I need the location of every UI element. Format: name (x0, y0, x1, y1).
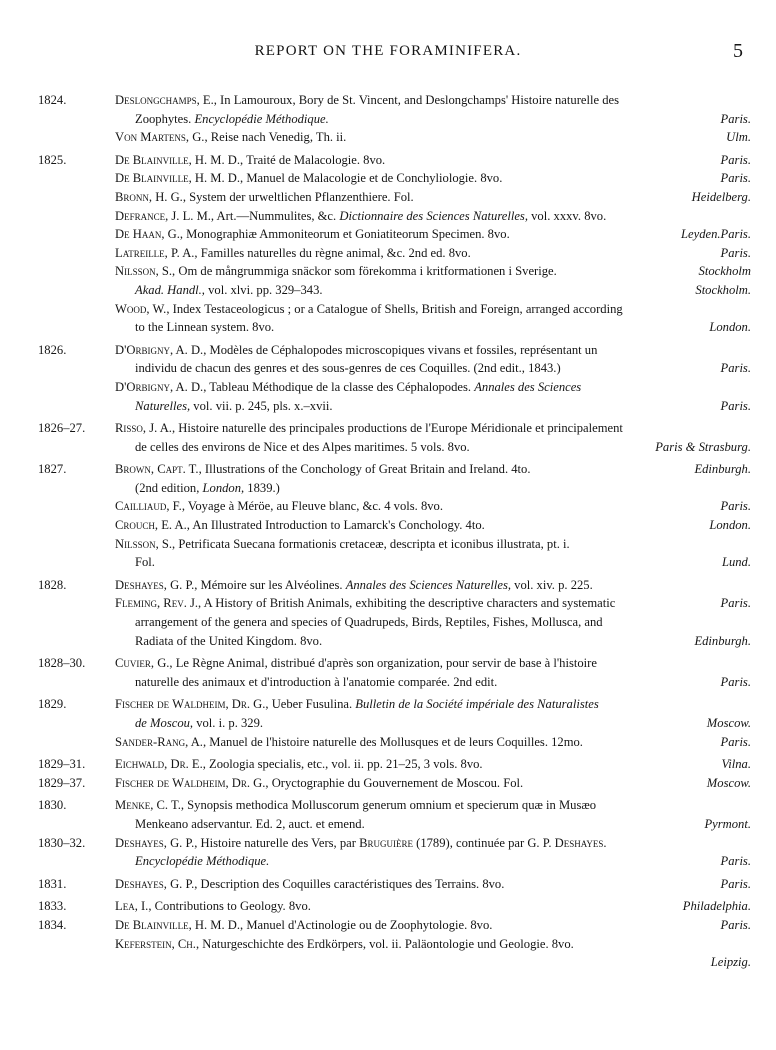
bibliography-entry (0, 834, 776, 871)
entry-line (115, 169, 751, 188)
entry-place: Heidelberg. (691, 189, 751, 204)
bibliography-entry (0, 378, 776, 415)
entry-author: Brown, Capt. T., (115, 462, 202, 477)
entry-line (115, 378, 751, 397)
page-header (0, 40, 776, 64)
entry-line (115, 632, 751, 651)
entry-year: 1826. (38, 342, 67, 357)
entry-place: Paris. (720, 674, 751, 689)
entry-title: vol. i. p. 329. (193, 716, 264, 730)
entry-place: Leipzig. (710, 955, 751, 970)
entry-journal: Annales des Sciences Naturelles, (345, 577, 511, 592)
entry-line (115, 419, 751, 438)
entry-line (115, 916, 751, 935)
entry-place: London. (709, 518, 751, 533)
entry-title: Description des Coquilles caractéristiques des Terrains. 8vo. (197, 876, 505, 891)
entry-title: Manuel d'Actinologie ou de Zoophytologie. 8vo. (243, 917, 493, 932)
entry-title: (1789), continuée par G. P. (412, 835, 555, 850)
entry-year: 1831. (38, 876, 67, 891)
entry-line (115, 516, 751, 535)
entry-author: De Blainville, H. M. D., (115, 171, 244, 186)
entry-author: Fleming, Rev. J., (115, 596, 202, 611)
entry-line (115, 91, 751, 110)
entry-title: Fol. (135, 555, 155, 570)
entry-title: Modèles de Céphalopodes microscopiques vivans et fossiles, représentant un (206, 342, 598, 357)
entry-author: D'Orbigny, A. D., (115, 342, 207, 357)
entry-line (115, 733, 751, 752)
entry-line (115, 613, 751, 632)
entry-text (115, 419, 751, 456)
entry-year: 1828–30. (38, 656, 86, 671)
entry-title: Voyage à Méröe, au Fleuve blanc, &c. 4 vols. 8vo. (184, 499, 443, 514)
entry-title: Zoophytes. (135, 111, 192, 126)
entry-text (115, 774, 751, 793)
entry-place: Stockholm (698, 264, 751, 279)
entry-line (115, 151, 751, 170)
entry-text (115, 188, 751, 207)
entry-text (115, 460, 751, 497)
entry-line (115, 935, 751, 954)
entry-line (115, 852, 751, 871)
entry-text (115, 834, 751, 871)
entry-place: Paris. (720, 734, 751, 749)
entry-author: Latreille, P. A., (115, 245, 198, 260)
entry-title: Illustrations of the Conchology of Great Britain and Ireland. 4to. (201, 462, 531, 477)
bibliography-entry (0, 225, 776, 244)
bibliography-entry (0, 755, 776, 774)
entry-line (115, 815, 751, 834)
entry-text (115, 378, 751, 415)
entry-place: Paris. (720, 876, 751, 891)
entry-place: Edinburgh. (694, 462, 751, 477)
entry-title: In Lamouroux, Bory de St. Vincent, and Deslongchamps' Histoire naturelle des (216, 93, 620, 107)
entry-author: Wood, W., (115, 301, 170, 316)
entry-text (115, 341, 751, 378)
entry-place: Paris. (720, 499, 751, 514)
entry-text (115, 755, 751, 774)
entry-place: Vilna. (721, 757, 751, 772)
entry-title: vol. xlvi. pp. 329–343. (204, 282, 323, 297)
entry-text (115, 497, 751, 516)
bibliography-entry (0, 169, 776, 188)
entry-place: Paris. (720, 596, 751, 611)
entry-year: 1826–27. (38, 421, 86, 436)
entry-line (115, 397, 751, 416)
entry-text (115, 916, 751, 935)
entry-title: Tableau Méthodique de la classe des Céphalopodes. (206, 379, 472, 394)
entry-author: Deshayes. (554, 835, 607, 850)
entry-place: Ulm. (726, 130, 751, 145)
entry-place: Paris. (720, 227, 751, 242)
entry-place: London. (709, 320, 751, 335)
entry-place: Stockholm. (695, 282, 751, 297)
entry-author: De Blainville, H. M. D., (115, 152, 244, 167)
entry-line (115, 128, 751, 147)
entry-author: Deshayes, G. P., (115, 876, 198, 891)
entry-year: 1829–31. (38, 757, 86, 772)
entry-year: 1833. (38, 899, 67, 914)
entry-line (115, 535, 751, 554)
entry-title: Mémoire sur les Alvéolines. (197, 577, 343, 592)
entry-line (115, 318, 751, 337)
entry-place: Paris. (720, 854, 751, 869)
entry-title: Contributions to Geology. 8vo. (151, 899, 311, 914)
bibliography-entry (0, 128, 776, 147)
entry-line (115, 244, 751, 263)
entry-title: Radiata of the United Kingdom. 8vo. (135, 633, 323, 648)
entry-text (115, 935, 751, 970)
entry-author: Nilsson, S., (115, 264, 176, 279)
entry-line (115, 262, 751, 281)
entry-line (115, 341, 751, 360)
entry-author: Defrance, J. L. M., (115, 208, 215, 223)
entry-author: Fischer de Waldheim, Dr. G., (115, 775, 269, 790)
bibliography-entry (0, 516, 776, 535)
bibliography-entry (0, 774, 776, 793)
entry-line (115, 188, 751, 207)
bibliography-entry (0, 91, 776, 128)
entry-title: Traité de Malacologie. 8vo. (243, 152, 386, 167)
entry-title: Art.—Nummulites, &c. (214, 208, 337, 223)
entry-title: individu de chacun des genres et des sous-genres de ces Coquilles. (2nd edit., 1843.) (135, 361, 561, 376)
entry-year: 1830. (38, 798, 67, 813)
entry-title: 1839.) (244, 480, 280, 495)
entry-title: Index Testaceologicus ; or a Catalogue of Shells, British and Foreign, arranged according (169, 301, 623, 316)
entry-place: Paris. (720, 361, 751, 376)
entry-text (115, 169, 751, 188)
entry-journal: Dictionnaire des Sciences Naturelles, (339, 208, 528, 223)
entry-journal: Akad. Handl., (135, 282, 205, 297)
entry-journal: Annales des Sciences (474, 379, 582, 394)
entry-text (115, 262, 751, 299)
entry-author: Keferstein, Ch., (115, 936, 200, 951)
bibliography-entry (0, 935, 776, 970)
entry-year: 1834. (38, 917, 67, 932)
entry-title: Histoire naturelle des principales productions de l'Europe Méridionale et principalement (175, 421, 623, 436)
entry-line (115, 875, 751, 894)
bibliography-list (0, 91, 776, 972)
entry-title: Manuel de Malacologie et de Conchyliologie. 8vo. (243, 171, 503, 186)
entry-place: Edinburgh. (694, 633, 751, 648)
bibliography-entry (0, 535, 776, 572)
entry-author: Crouch, E. A., (115, 518, 190, 533)
entry-author: Menke, C. T., (115, 798, 185, 813)
entry-place: Pyrmont. (704, 816, 751, 831)
bibliography-entry (0, 151, 776, 170)
entry-text (115, 151, 751, 170)
entry-line (115, 281, 751, 300)
entry-journal: Naturelles, (135, 398, 191, 413)
entry-text (115, 897, 751, 916)
entry-title: vol. xxxv. 8vo. (527, 208, 607, 223)
entry-line (115, 460, 751, 479)
entry-line (115, 774, 751, 793)
entry-title: Menkeano adservantur. Ed. 2, auct. et emend. (135, 816, 365, 831)
entry-author: Bruguière (359, 835, 413, 850)
page-number: 5 (733, 40, 743, 62)
entry-place: Moscow. (706, 775, 751, 790)
entry-line (115, 110, 751, 129)
entry-line (115, 207, 751, 226)
entry-place: Paris. (720, 917, 751, 932)
entry-author: Deshayes, G. P., (115, 835, 198, 850)
entry-author: De Haan, G., (115, 227, 184, 242)
entry-author: Deslongchamps, E., (115, 93, 217, 107)
entry-line (115, 897, 751, 916)
entry-line (115, 479, 751, 498)
entry-year: 1829–37. (38, 775, 86, 790)
entry-line (115, 673, 751, 692)
entry-author: Nilsson, S., (115, 536, 176, 551)
entry-author: Fischer de Waldheim, Dr. G., (115, 697, 269, 712)
entry-line (115, 576, 751, 595)
entry-title: Reise nach Venedig, Th. ii. (207, 130, 347, 145)
entry-author: Von Martens, G., (115, 130, 208, 145)
entry-journal: Bulletin de la Société impériale des Naturalistes (355, 697, 599, 712)
entry-text (115, 128, 751, 147)
entry-line (115, 438, 751, 457)
entry-place: Paris. (720, 398, 751, 413)
entry-place: Leyden. (681, 227, 721, 242)
entry-title: Synopsis methodica Molluscorum generum omnium et specierum quæ in Musæo (184, 798, 597, 813)
entry-line (115, 497, 751, 516)
entry-title: Le Règne Animal, distribué d'après son organization, pour servir de base à l'histoire (172, 656, 597, 671)
entry-line (115, 755, 751, 774)
entry-line (115, 695, 751, 714)
entry-title: Manuel de l'histoire naturelle des Mollusques et de leurs Coquilles. 12mo. (206, 734, 583, 749)
entry-line (115, 594, 751, 613)
entry-author: D'Orbigny, A. D., (115, 379, 207, 394)
entry-text (115, 654, 751, 691)
entry-author: Cailliaud, F., (115, 499, 185, 514)
bibliography-entry (0, 341, 776, 378)
entry-line (115, 553, 751, 572)
bibliography-entry (0, 796, 776, 833)
entry-title: Ueber Fusulina. (268, 697, 353, 712)
entry-title: to the Linnean system. 8vo. (135, 320, 275, 335)
entry-text (115, 91, 751, 128)
entry-title: arrangement of the genera and species of Quadrupeds, Birds, Reptiles, Fishes, Mollusca, and (135, 615, 603, 630)
entry-year: 1827. (38, 462, 67, 477)
entry-line (115, 714, 751, 733)
bibliography-entry (0, 594, 776, 650)
entry-title: naturelle des animaux et d'introduction à l'anatomie comparée. 2nd edit. (135, 674, 498, 689)
bibliography-entry (0, 497, 776, 516)
bibliography-entry (0, 262, 776, 299)
entry-title: Zoologia specialis, etc., vol. ii. pp. 21–25, 3 vols. 8vo. (205, 757, 483, 772)
bibliography-entry (0, 654, 776, 691)
bibliography-entry (0, 419, 776, 456)
entry-author: Lea, I., (115, 899, 152, 914)
bibliography-entry (0, 695, 776, 732)
entry-text (115, 695, 751, 732)
entry-place: Paris & Strasburg. (655, 439, 751, 454)
entry-text (115, 796, 751, 833)
entry-author: Bronn, H. G., (115, 189, 186, 204)
entry-title: Oryctographie du Gouvernement de Moscou. Fol. (268, 775, 524, 790)
entry-title: de celles des environs de Nice et des Alpes maritimes. 5 vols. 8vo. (135, 439, 470, 454)
entry-line (115, 225, 751, 244)
bibliography-entry (0, 460, 776, 497)
entry-title: Familles naturelles du règne animal, &c. 2nd ed. 8vo. (197, 245, 471, 260)
entry-title: vol. xiv. p. 225. (511, 577, 593, 592)
entry-author: Risso, J. A., (115, 421, 176, 436)
entry-line (115, 834, 751, 853)
entry-place: Paris. (720, 152, 751, 167)
entry-place: Moscow. (706, 716, 751, 730)
entry-title: System der urweltlichen Pflanzenthiere. Fol. (185, 189, 414, 204)
entry-line (115, 796, 751, 815)
entry-author: Deshayes, G. P., (115, 577, 198, 592)
entry-title: (2nd edition, (135, 480, 203, 495)
entry-year: 1828. (38, 577, 67, 592)
entry-author: Cuvier, G., (115, 656, 173, 671)
entry-year: 1829. (38, 697, 67, 712)
entry-author: Sander-Rang, A., (115, 734, 207, 749)
entry-title: A History of British Animals, exhibiting the descriptive characters and systematic (201, 596, 616, 611)
entry-text (115, 244, 751, 263)
entry-title: Histoire naturelle des Vers, par (197, 835, 360, 850)
entry-line (115, 654, 751, 673)
entry-text (115, 225, 751, 244)
entry-text (115, 300, 751, 337)
entry-place: Philadelphia. (682, 899, 751, 914)
entry-place: Paris. (720, 245, 751, 260)
entry-journal: London, (202, 480, 245, 495)
entry-place: Paris. (720, 111, 751, 126)
entry-text (115, 516, 751, 535)
bibliography-entry (0, 875, 776, 894)
bibliography-entry (0, 244, 776, 263)
entry-title: vol. vii. p. 245, pls. x.–xvii. (190, 398, 333, 413)
entry-title: Monographiæ Ammoniteorum et Goniatiteorum Specimen. 8vo. (183, 227, 510, 242)
entry-author: De Blainville, H. M. D., (115, 917, 244, 932)
entry-place: Paris. (720, 171, 751, 186)
entry-year: 1825. (38, 152, 67, 167)
entry-title: Petrificata Suecana formationis cretaceæ, descripta et iconibus illustrata, pt. i. (175, 536, 570, 551)
entry-journal: Encyclopédie Méthodique. (135, 854, 270, 869)
entry-line (115, 359, 751, 378)
bibliography-entry (0, 897, 776, 916)
entry-year: 1830–32. (38, 835, 86, 850)
entry-line (115, 300, 751, 319)
entry-journal: Encyclopédie Méthodique. (194, 111, 329, 126)
entry-title: An Illustrated Introduction to Lamarck's Conchology. 4to. (189, 518, 485, 533)
entry-author: Eichwald, Dr. E., (115, 757, 206, 772)
entry-text (115, 733, 751, 752)
running-title: REPORT ON THE FORAMINIFERA. (254, 43, 522, 59)
entry-text (115, 535, 751, 572)
entry-journal: de Moscou, (135, 716, 194, 730)
entry-title: Naturgeschichte des Erdkörpers, vol. ii. Paläontologie und Geologie. 8vo. (199, 936, 574, 951)
entry-text (115, 875, 751, 894)
entry-year: 1824. (38, 93, 67, 107)
bibliography-entry (0, 916, 776, 935)
entry-title: Om de mångrummiga snäckor som förekomma i kritformationen i Sverige. (175, 264, 557, 279)
bibliography-entry (0, 300, 776, 337)
bibliography-entry (0, 188, 776, 207)
bibliography-entry (0, 733, 776, 752)
entry-place: Lund. (721, 555, 751, 570)
entry-text (115, 594, 751, 650)
